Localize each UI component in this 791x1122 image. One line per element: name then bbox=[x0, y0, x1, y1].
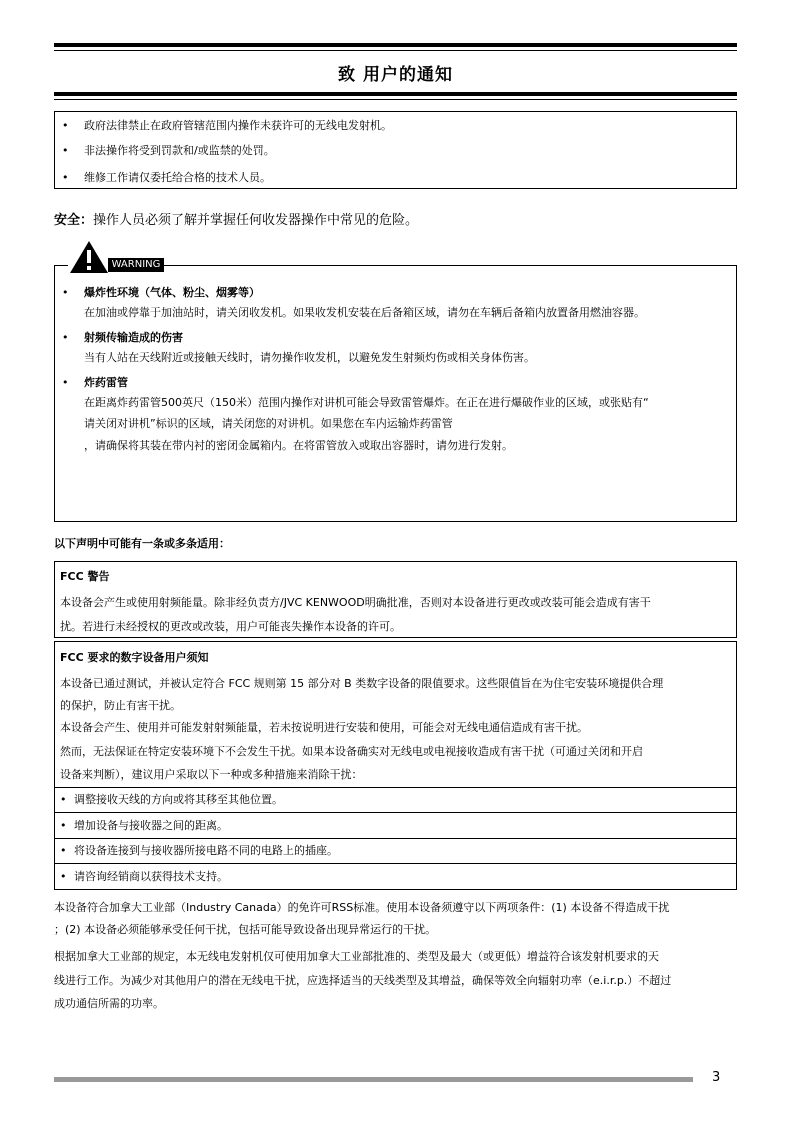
warning-text: 请关闭对讲机”标识的区域，请关闭您的对讲机。如果您在车内运输炸药雷管 bbox=[84, 417, 453, 430]
canada-text: 成功通信所需的功率。 bbox=[54, 997, 164, 1010]
safety-label: 安全： bbox=[54, 213, 94, 228]
header-rule-thin bbox=[54, 50, 737, 51]
applicability-heading: 以下声明中可能有一条或多条适用： bbox=[54, 537, 230, 550]
page-title: 致 用户的通知 bbox=[338, 65, 453, 85]
fcc-warning-title: FCC 警告 bbox=[60, 570, 110, 583]
bullet-icon: • bbox=[62, 376, 69, 389]
bullet-icon: • bbox=[62, 171, 69, 184]
canada-text: 本设备符合加拿大工业部（Industry Canada）的免许可RSS标准。使用本设备须遵守以下两项条件：(1) 本设备不得造成干扰 bbox=[54, 901, 670, 914]
warning-box-top-right bbox=[164, 265, 737, 266]
warning-text: 在距离炸药雷管500英尺（150米）范围内操作对讲机可能会导致雷管爆炸。在正在进行爆破作业的区域，或张贴有“ bbox=[84, 396, 649, 409]
warning-text: 当有人站在天线附近或接触天线时，请勿操作收发机，以避免发生射频灼伤或相关身体伤害。 bbox=[84, 351, 535, 364]
fcc-digital-text: 然而，无法保证在特定安装环境下不会发生干扰。如果本设备确实对无线电或电视接收造成有害干扰（可通过关闭和开启 bbox=[60, 745, 643, 758]
footer-rule bbox=[54, 1077, 693, 1082]
measure-divider bbox=[54, 787, 737, 788]
canada-text: ；(2) 本设备必须能够承受任何干扰，包括可能导致设备出现异常运行的干扰。 bbox=[54, 923, 437, 936]
warning-label: WARNING bbox=[108, 258, 164, 272]
title-rule-thick bbox=[54, 92, 737, 96]
page-number: 3 bbox=[712, 1070, 721, 1085]
bullet-icon: • bbox=[60, 793, 67, 806]
canada-text: 根据加拿大工业部的规定，本无线电发射机仅可使用加拿大工业部批准的、类型及最大（或更低）增益符合该发射机要求的天 bbox=[54, 950, 659, 963]
fcc-digital-text: 设备来判断），建议用户采取以下一种或多种措施来消除干扰： bbox=[60, 768, 363, 781]
bullet-icon: • bbox=[62, 144, 69, 157]
safety-text: 操作人员必须了解并掌握任何收发器操作中常见的危险。 bbox=[93, 213, 419, 228]
fcc-digital-text: 本设备会产生、使用并可能发射射频能量，若未按说明进行安装和使用，可能会对无线电通信造成有害干扰。 bbox=[60, 721, 588, 734]
title-rule-thin bbox=[54, 99, 737, 100]
warning-triangle-icon bbox=[69, 240, 109, 274]
bullet-icon: • bbox=[60, 819, 67, 832]
warning-box-top-left bbox=[54, 265, 68, 266]
measure-divider bbox=[54, 863, 737, 864]
header-rule-thick bbox=[54, 43, 737, 47]
bullet-icon: • bbox=[62, 119, 69, 132]
canada-text: 线进行工作。为减少对其他用户的潜在无线电干扰，应选择适当的天线类型及其增益，确保等效全向辐射功率（e.i.r.p.）不超过 bbox=[54, 974, 672, 987]
measure-divider bbox=[54, 812, 737, 813]
fcc-warning-text: 扰。若进行未经授权的更改或改装，用户可能丧失操作本设备的许可。 bbox=[60, 620, 401, 633]
safety-statement bbox=[54, 209, 418, 228]
fcc-warning-text: 本设备会产生或使用射频能量。除非经负责方/JVC KENWOOD明确批准，否则对本设备进行更改或改装可能会造成有害干 bbox=[60, 596, 651, 609]
bullet-icon: • bbox=[62, 286, 69, 299]
bullet-icon: • bbox=[60, 870, 67, 883]
warning-text: 在加油或停靠于加油站时，请关闭收发机。如果收发机安装在后备箱区域，请勿在车辆后备箱内放置备用燃油容器。 bbox=[84, 306, 645, 319]
fcc-digital-text: 本设备已通过测试，并被认定符合 FCC 规则第 15 部分对 B 类数字设备的限值要求。这些限值旨在为住宅安装环境提供合理 bbox=[60, 677, 664, 690]
bullet-icon: • bbox=[60, 844, 67, 857]
fcc-digital-title: FCC 要求的数字设备用户须知 bbox=[60, 651, 209, 664]
warning-box bbox=[54, 265, 737, 522]
warning-text: ，请确保将其装在带内衬的密闭金属箱内。在将雷管放入或取出容器时，请勿进行发射。 bbox=[84, 439, 513, 452]
measure-divider bbox=[54, 838, 737, 839]
fcc-digital-text: 的保护，防止有害干扰。 bbox=[60, 699, 181, 712]
bullet-icon: • bbox=[62, 331, 69, 344]
